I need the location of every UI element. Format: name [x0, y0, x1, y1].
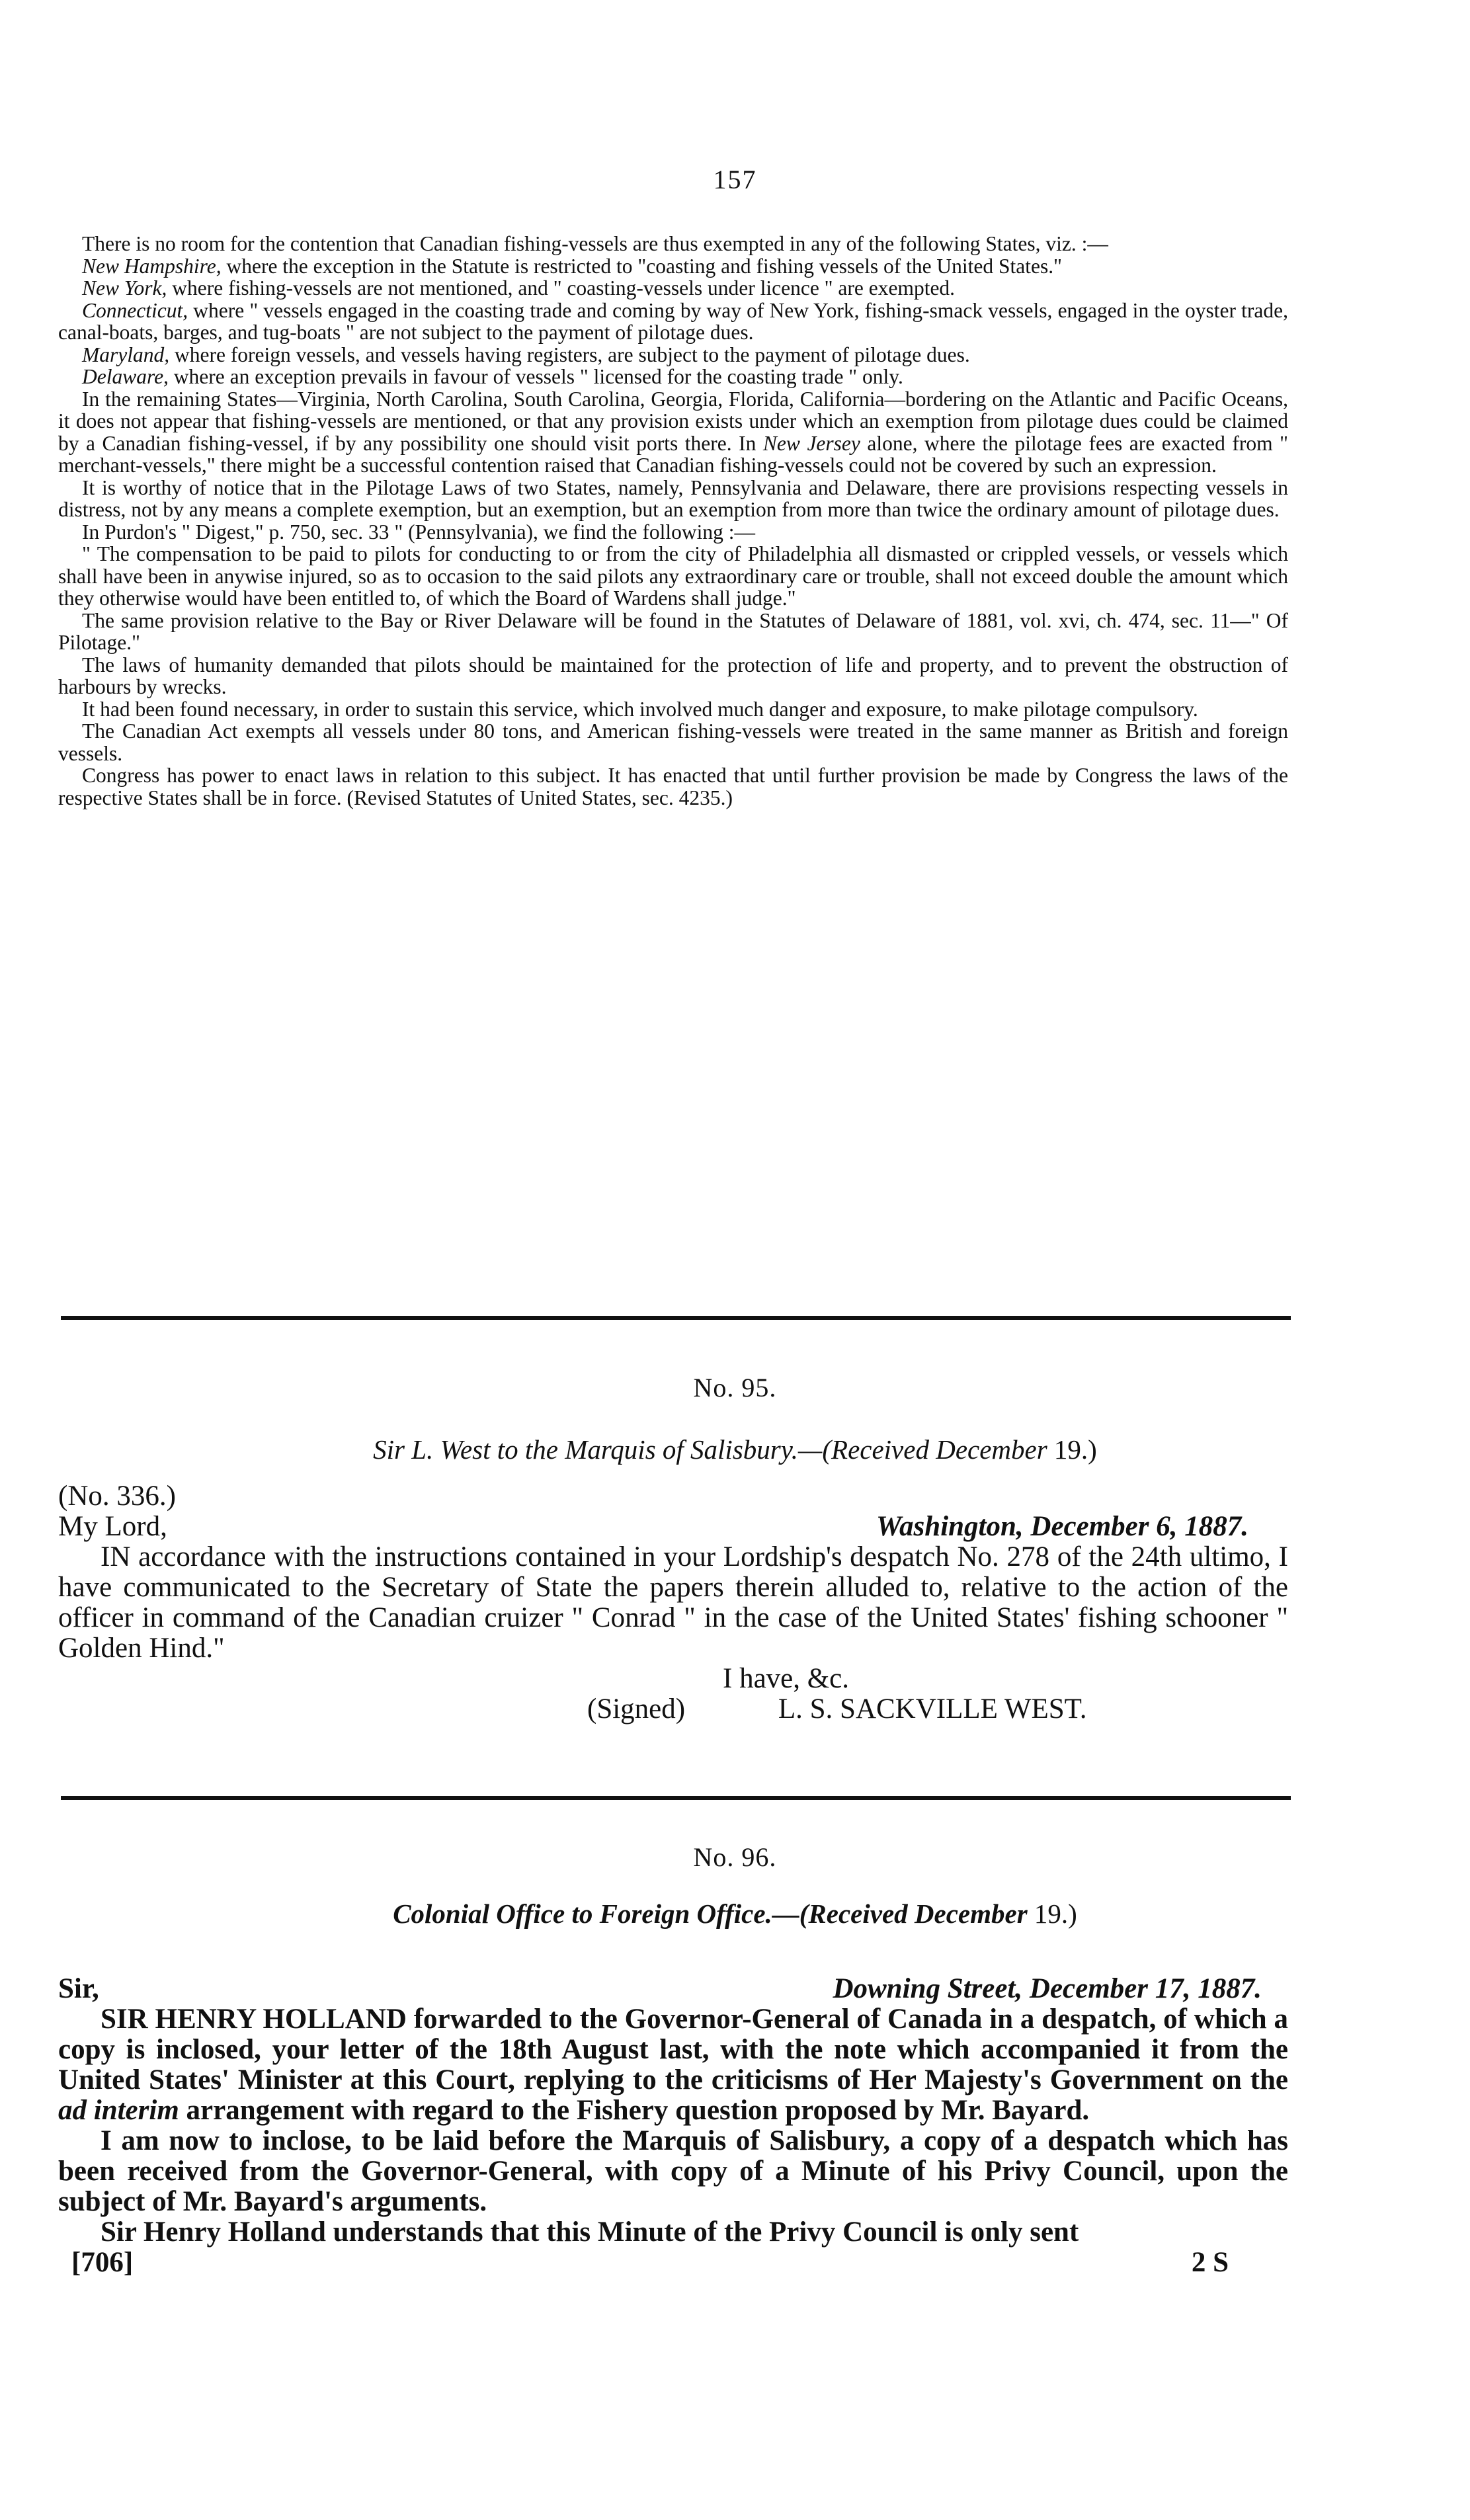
salutation-line [58, 1512, 1288, 1542]
paragraph-canadian-act: The Canadian Act exempts all vessels under 80 tons, and American fishing-vessels were treated in the same manner as British and foreign vessels. [58, 719, 1288, 765]
state-text: where the exception in the Statute is restricted to "coasting and fishing vessels of the United States." [221, 254, 1063, 278]
doc-heading-96 [0, 1898, 1470, 1930]
letter-body: IN accordance with the instructions contained in your Lordship's despatch No. 278 of the 24th ultimo, I have communicated to the Secretary of State the papers therein alluded to, relative to the action of the officer in command of the Canadian cruizer " Conrad " in the case of the United States' fishing schooner " Golden Hind." [58, 1541, 1288, 1664]
state-new-york [58, 277, 1288, 300]
state-connecticut [58, 300, 1288, 344]
para1-tail: arrangement with regard to the Fishery question proposed by Mr. Bayard. [179, 2095, 1090, 2126]
state-text: where " vessels engaged in the coasting trade and coming by way of New York, fishing-smack vessels, engaged in the oyster trade, canal-boats, barges, and tug-boats " are not subject to the payment of pilotage dues. [58, 298, 1288, 344]
paragraph-2: I am now to inclose, to be laid before the Marquis of Salisbury, a copy of a despatch which has been received from the Governor-General, with copy of a Minute of his Privy Council, upon the subject of Mr. Bayard's arguments. [58, 2125, 1288, 2217]
salutation: Sir, [58, 1973, 99, 2004]
signature-mark: 2 S [1191, 2247, 1229, 2278]
doc-number-95: No. 95. [693, 1373, 777, 1402]
new-jersey: New Jersey [762, 431, 860, 455]
paragraph-distress: It is worthy of notice that in the Pilotage Laws of two States, namely, Pennsylvania and Delaware, there are provisions respecting vessels in distress, not by any means a complete exemption, but an exemption, but an exemption from more than twice the ordinary amount of pilotage dues. [58, 475, 1288, 521]
state-name: New York, [82, 276, 167, 300]
paragraph-3: Sir Henry Holland understands that this Minute of the Privy Council is only sent [101, 2216, 1079, 2248]
doc-96-letter [58, 1974, 1288, 2278]
paragraph-compulsory: It had been found necessary, in order to sustain this service, which involved much danger and exposure, to make pilotage compulsory. [82, 697, 1198, 721]
remaining-text: In the remaining States—Virginia, North Carolina, South Carolina, Georgia, Florida, California—bordering on the Atlantic and Pacific Oceans, it does not appear that fishing-vessels are mentioned, or that any provision exists under which an exemption from pilotage dues could be claimed by a Canadian fishing-vessel, if by any possibility one should visit ports there. In [58, 387, 1288, 455]
paragraph-purdon: In Purdon's " Digest," p. 750, sec. 33 " (Pennsylvania), we find the following :— [82, 520, 755, 544]
heading-date: 19.) [1034, 1898, 1077, 1929]
signed-label: (Signed) [587, 1693, 686, 1725]
remaining-tail: alone, where the pilotage fees are exacted from " merchant-vessels," there might be a successful contention raised that Canadian fishing-vessels could not be covered by such an expression. [58, 431, 1289, 477]
paragraph-humanity: The laws of humanity demanded that pilots should be maintained for the protection of life and property, and to prevent the obstruction of harbours by wrecks. [58, 653, 1288, 698]
page-number: 157 [713, 165, 757, 194]
doc-95-letter [58, 1481, 1288, 1725]
state-text: where an exception prevails in favour of vessels " licensed for the coasting trade " only. [168, 365, 903, 388]
ad-interim: ad interim [58, 2095, 179, 2126]
salutation-line [58, 1974, 1288, 2004]
signature: L. S. SACKVILLE WEST. [778, 1693, 1087, 1725]
paragraph-remaining-states [58, 388, 1288, 477]
state-name: New Hampshire, [82, 254, 222, 278]
section-divider-2 [61, 1796, 1291, 1800]
catalog-number: [706] [71, 2247, 134, 2278]
heading-date: 19.) [1053, 1434, 1097, 1465]
state-text: where fishing-vessels are not mentioned, and " coasting-vessels under licence " are exempted. [167, 276, 956, 300]
state-name: Delaware, [82, 365, 169, 388]
heading-text: Colonial Office to Foreign Office.—(Received December [393, 1898, 1028, 1929]
reference-number: (No. 336.) [58, 1481, 176, 1512]
section-divider-1 [61, 1316, 1291, 1320]
heading-text: Sir L. West to the Marquis of Salisbury.—(Received December [373, 1434, 1047, 1465]
pilotage-section [58, 233, 1288, 809]
state-maryland [58, 344, 1288, 366]
paragraph-delaware-statute: The same provision relative to the Bay or River Delaware will be found in the Statutes of Delaware of 1881, vol. xvi, ch. 474, sec. 11—" Of Pilotage." [58, 608, 1288, 654]
state-new-hampshire [58, 255, 1288, 278]
paragraph-intro: There is no room for the contention that Canadian fishing-vessels are thus exempted in any of the following States, viz. :— [82, 232, 1108, 255]
state-name: Connecticut, [82, 298, 188, 322]
para1-text: SIR HENRY HOLLAND forwarded to the Governor-General of Canada in a despatch, of which a copy is inclosed, your letter of the 18th August last, with the note which accompanied it from the United States' Minister at this Court, replying to the criticisms of Her Majesty's Government on the [58, 2004, 1288, 2095]
doc-heading-95 [0, 1434, 1470, 1465]
place-date: Downing Street, December 17, 1887. [833, 1973, 1262, 2004]
signature-line [58, 1694, 1288, 1725]
state-text: where foreign vessels, and vessels having registers, are subject to the payment of pilotage dues. [169, 343, 970, 366]
state-name: Maryland, [82, 343, 170, 366]
paragraph-quotation: " The compensation to be paid to pilots for conducting to or from the city of Philadelphia all dismasted or crippled vessels, or vessels which shall have been in anywise injured, so as to occasion to the said pilots any extraordinary care or trouble, shall not exceed double the amount which they otherwise would have been entitled to, of which the Board of Wardens shall judge." [58, 542, 1288, 610]
state-delaware [58, 366, 1288, 388]
closing: I have, &c. [723, 1663, 850, 1694]
paragraph-congress: Congress has power to enact laws in relation to this subject. It has enacted that until further provision be made by Congress the laws of the respective States shall be in force. (Revised Statutes of United States, sec. 4235.) [58, 764, 1288, 809]
footer-line [58, 2248, 1288, 2278]
salutation: My Lord, [58, 1511, 167, 1542]
paragraph-1 [58, 2004, 1288, 2126]
place-date: Washington, December 6, 1887. [876, 1511, 1248, 1542]
doc-number-96: No. 96. [693, 1842, 777, 1872]
